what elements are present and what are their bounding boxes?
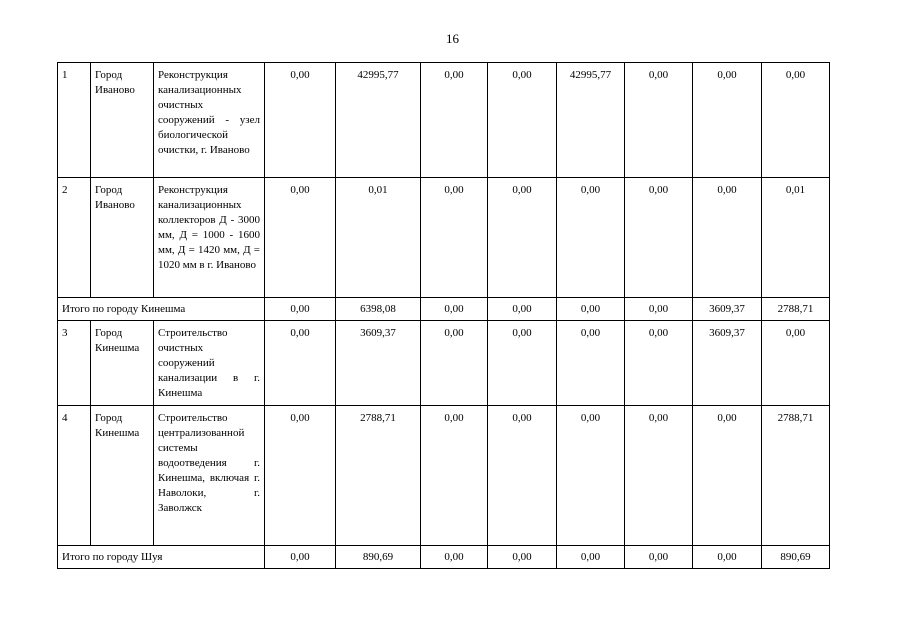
total-label: Итого по городу Кинешма [58, 298, 265, 321]
amount-cell: 0,00 [762, 63, 830, 178]
amount-cell: 0,00 [265, 321, 336, 406]
amount-cell: 0,00 [625, 178, 693, 298]
city-name: Город Иваново [91, 63, 154, 178]
amount-cell: 0,00 [265, 178, 336, 298]
total-value: 0,00 [421, 298, 488, 321]
amount-cell: 42995,77 [557, 63, 625, 178]
total-value: 0,00 [557, 298, 625, 321]
investment-table [57, 62, 830, 569]
object-description: Строительство централизованной системы водоотведения г. Кинешма, включая г. Наволоки, г. Заволжск [154, 406, 265, 546]
amount-cell: 0,00 [421, 178, 488, 298]
city-name: Город Кинешма [91, 406, 154, 546]
row-number: 3 [58, 321, 91, 406]
amount-cell: 0,00 [625, 63, 693, 178]
total-value: 0,00 [265, 546, 336, 569]
amount-cell: 0,00 [488, 178, 557, 298]
table-row [58, 63, 830, 178]
total-value: 0,00 [265, 298, 336, 321]
page-number: 16 [446, 31, 459, 46]
total-value: 0,00 [625, 546, 693, 569]
amount-cell: 0,00 [693, 63, 762, 178]
amount-cell: 0,00 [488, 63, 557, 178]
amount-cell: 0,01 [762, 178, 830, 298]
amount-cell: 0,00 [488, 321, 557, 406]
object-description: Реконструкция канализационных коллекторов Д - 3000 мм, Д = 1000 - 1600 мм, Д = 1420 мм, Д = 1020 мм в г. Иваново [154, 178, 265, 298]
amount-cell: 0,00 [557, 178, 625, 298]
amount-cell: 0,00 [625, 406, 693, 546]
amount-cell: 0,00 [488, 406, 557, 546]
total-value: 0,00 [488, 546, 557, 569]
city-name: Город Иваново [91, 178, 154, 298]
amount-cell: 0,00 [421, 406, 488, 546]
row-number: 4 [58, 406, 91, 546]
total-value: 2788,71 [762, 298, 830, 321]
amount-cell: 0,00 [693, 406, 762, 546]
amount-cell: 0,00 [421, 321, 488, 406]
amount-cell: 0,00 [557, 406, 625, 546]
total-value: 3609,37 [693, 298, 762, 321]
total-value: 0,00 [488, 298, 557, 321]
total-value: 6398,08 [336, 298, 421, 321]
total-row [58, 298, 830, 321]
table-row [58, 178, 830, 298]
row-number: 2 [58, 178, 91, 298]
total-value: 0,00 [625, 298, 693, 321]
amount-cell: 2788,71 [336, 406, 421, 546]
total-row [58, 546, 830, 569]
amount-cell: 42995,77 [336, 63, 421, 178]
table-row [58, 321, 830, 406]
amount-cell: 0,00 [693, 178, 762, 298]
total-value: 890,69 [762, 546, 830, 569]
row-number: 1 [58, 63, 91, 178]
amount-cell: 0,00 [265, 63, 336, 178]
total-label: Итого по городу Шуя [58, 546, 265, 569]
table-row [58, 406, 830, 546]
object-description: Реконструкция канализационных очистных сооружений - узел биологической очистки, г. Иваново [154, 63, 265, 178]
amount-cell: 3609,37 [693, 321, 762, 406]
object-description: Строительство очистных сооружений канализации в г. Кинешма [154, 321, 265, 406]
total-value: 0,00 [693, 546, 762, 569]
amount-cell: 0,00 [625, 321, 693, 406]
amount-cell: 0,00 [421, 63, 488, 178]
total-value: 0,00 [557, 546, 625, 569]
city-name: Город Кинешма [91, 321, 154, 406]
amount-cell: 0,00 [557, 321, 625, 406]
amount-cell: 0,00 [265, 406, 336, 546]
amount-cell: 0,00 [762, 321, 830, 406]
total-value: 890,69 [336, 546, 421, 569]
amount-cell: 3609,37 [336, 321, 421, 406]
amount-cell: 0,01 [336, 178, 421, 298]
total-value: 0,00 [421, 546, 488, 569]
amount-cell: 2788,71 [762, 406, 830, 546]
